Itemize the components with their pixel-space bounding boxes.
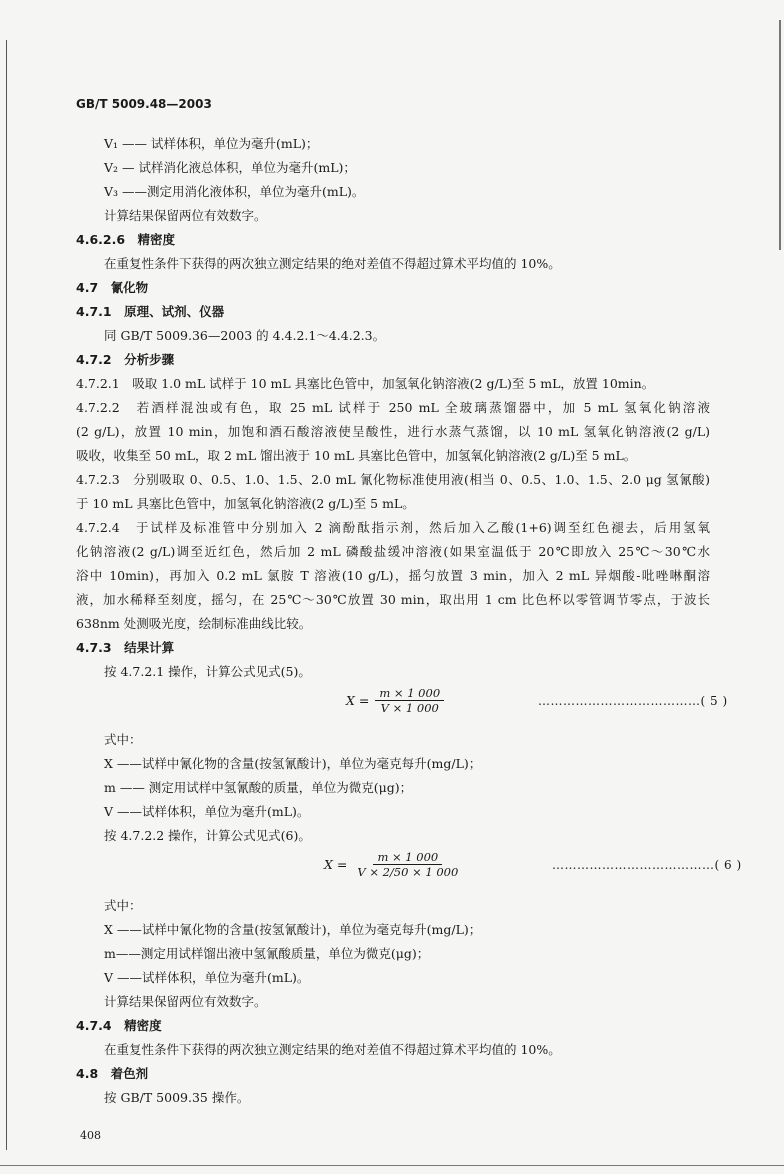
section-heading: 4.7 氰化物: [76, 280, 149, 295]
formula-number: …………………………………( 5 ): [538, 694, 728, 708]
var-v2: V₂ — 试样消化液总体积，单位为毫升(mL)；: [104, 160, 356, 175]
paragraph: 638nm 处测吸光度，绘制标准曲线比较。: [76, 616, 312, 631]
var-v3: V₃ ——测定用消化液体积，单位为毫升(mL)。: [104, 184, 365, 199]
formula-number: …………………………………( 6 ): [552, 858, 742, 872]
scan-bottom-edge: [0, 1165, 784, 1166]
paragraph: 吸收，收集至 50 mL，取 2 mL 馏出液于 10 mL 具塞比色管中，加氢氧化钠溶液(2 g/L)至 5 mL。: [76, 448, 637, 463]
formula-6: [324, 850, 462, 879]
formula-lhs: X =: [346, 693, 370, 708]
var-x: X ——试样中氰化物的含量(按氢氰酸计)，单位为毫克每升(mg/L)；: [104, 756, 482, 771]
paragraph: 在重复性条件下获得的两次独立测定结果的绝对差值不得超过算术平均值的 10%。: [104, 256, 561, 271]
formula-denominator: V × 1 000: [380, 701, 439, 715]
var-x: X ——试样中氰化物的含量(按氢氰酸计)，单位为毫克每升(mg/L)；: [104, 922, 482, 937]
paragraph: 同 GB/T 5009.36—2003 的 4.4.2.1～4.4.2.3。: [104, 328, 386, 343]
paragraph: 在重复性条件下获得的两次独立测定结果的绝对差值不得超过算术平均值的 10%。: [104, 1042, 561, 1057]
paragraph: 浴中 10min)，再加入 0.2 mL 氯胺 T 溶液(10 g/L)，摇匀放置 3 min，加入 2 mL 异烟酸-吡唑啉酮溶: [76, 568, 710, 583]
var-m: m —— 测定用试样中氢氰酸的质量，单位为微克(μg)；: [104, 780, 413, 795]
keep-digits: 计算结果保留两位有效数字。: [104, 994, 267, 1009]
formula-numerator: m × 1 000: [373, 850, 442, 865]
section-heading: 4.7.1 原理、试剂、仪器: [76, 304, 225, 319]
section-heading: 4.6.2.6 精密度: [76, 232, 176, 247]
page-number: 408: [80, 1129, 101, 1142]
formula-lhs: X =: [324, 857, 348, 872]
section-heading: 4.8 着色剂: [76, 1066, 149, 1081]
paragraph: 按 GB/T 5009.35 操作。: [104, 1090, 250, 1105]
var-v: V ——试样体积，单位为毫升(mL)。: [104, 804, 310, 819]
formula-denominator: V × 2/50 × 1 000: [357, 865, 459, 879]
formula-numerator: m × 1 000: [375, 686, 444, 701]
where-label: 式中：: [104, 898, 142, 913]
section-heading: 4.7.3 结果计算: [76, 640, 175, 655]
paragraph: 化钠溶液(2 g/L)调至近红色，然后加 2 mL 磷酸盐缓冲溶液(如果室温低于 20℃即放入 25℃～30℃水: [76, 544, 710, 559]
var-v: V ——试样体积，单位为毫升(mL)。: [104, 970, 310, 985]
keep-digits: 计算结果保留两位有效数字。: [104, 208, 267, 223]
scan-left-edge: [6, 40, 7, 1150]
paragraph: 4.7.2.4 于试样及标准管中分别加入 2 滴酚酞指示剂，然后加入乙酸(1+6)调至红色褪去，后用氢氧: [76, 520, 710, 535]
where-label: 式中：: [104, 732, 142, 747]
paragraph: 4.7.2.2 若酒样混浊或有色，取 25 mL 试样于 250 mL 全玻璃蒸馏器中，加 5 mL 氢氧化钠溶液: [76, 400, 710, 415]
scan-right-edge: [779, 20, 781, 250]
paragraph: 按 4.7.2.1 操作，计算公式见式(5)。: [104, 664, 311, 679]
paragraph: 按 4.7.2.2 操作，计算公式见式(6)。: [104, 828, 311, 843]
paragraph: 4.7.2.3 分别吸取 0、0.5、1.0、1.5、2.0 mL 氰化物标准使用液(相当 0、0.5、1.0、1.5、2.0 μg 氢氰酸): [76, 472, 710, 487]
paragraph: 4.7.2.1 吸取 1.0 mL 试样于 10 mL 具塞比色管中，加氢氧化钠溶液(2 g/L)至 5 mL，放置 10min。: [76, 376, 655, 391]
var-m: m——测定用试样馏出液中氢氰酸质量，单位为微克(μg)；: [104, 946, 430, 961]
formula-5: [346, 686, 444, 715]
var-v1: V₁ —— 试样体积，单位为毫升(mL)；: [104, 136, 319, 151]
section-heading: 4.7.2 分析步骤: [76, 352, 175, 367]
paragraph: 液，加水稀释至刻度，摇匀，在 25℃～30℃放置 30 min，取出用 1 cm 比色杯以零管调节零点，于波长: [76, 592, 710, 607]
page-header: GB/T 5009.48—2003: [76, 97, 212, 111]
paragraph: 于 10 mL 具塞比色管中，加氢氧化钠溶液(2 g/L)至 5 mL。: [76, 496, 415, 511]
section-heading: 4.7.4 精密度: [76, 1018, 162, 1033]
paragraph: (2 g/L)，放置 10 min，加饱和酒石酸溶液使呈酸性，进行水蒸气蒸馏，以 10 mL 氢氧化钠溶液(2 g/L): [76, 424, 710, 439]
